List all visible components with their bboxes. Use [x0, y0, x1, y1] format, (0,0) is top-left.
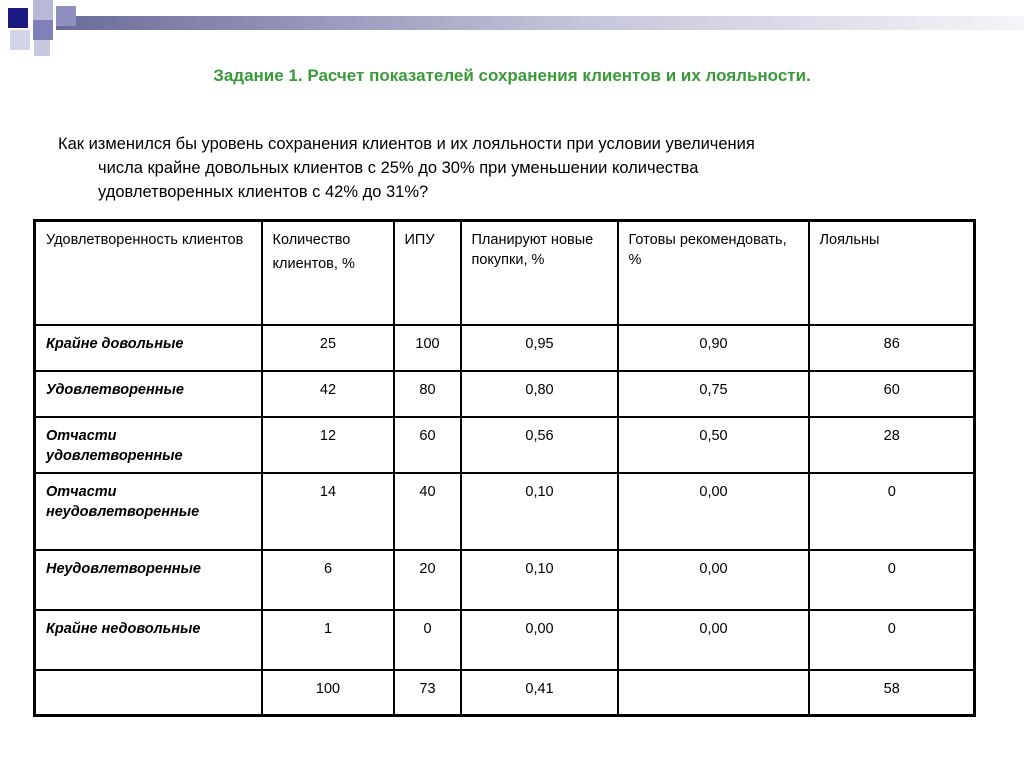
total-ipu: 73 — [394, 670, 461, 716]
header-plan: Планируют новые покупки, % — [461, 221, 618, 325]
cell-plan: 0,10 — [461, 473, 618, 550]
question-line-2: числа крайне довольных клиентов с 25% до 30% при уменьшении количества — [98, 159, 699, 177]
table-row — [35, 610, 975, 670]
cell-recommend: 0,00 — [618, 473, 809, 550]
cell-plan: 0,10 — [461, 550, 618, 610]
task-title: Задание 1. Расчет показателей сохранения клиентов и их лояльности. — [213, 66, 811, 85]
cell-ipu: 20 — [394, 550, 461, 610]
table-row — [35, 371, 975, 417]
cell-loyal: 0 — [809, 610, 975, 670]
row-label: Удовлетворенные — [35, 371, 262, 417]
total-loyal: 58 — [809, 670, 975, 716]
cell-recommend: 0,75 — [618, 371, 809, 417]
cell-count: 14 — [262, 473, 394, 550]
row-label: Крайне довольные — [35, 325, 262, 371]
table-row — [35, 417, 975, 473]
deco-square — [56, 6, 76, 26]
row-label: Крайне недовольные — [35, 610, 262, 670]
deco-square — [33, 0, 53, 20]
cell-ipu: 40 — [394, 473, 461, 550]
cell-loyal: 60 — [809, 371, 975, 417]
table-header-row — [35, 221, 975, 325]
row-label: Неудовлетворенные — [35, 550, 262, 610]
header-ipu: ИПУ — [394, 221, 461, 325]
cell-recommend: 0,00 — [618, 610, 809, 670]
table-total-row — [35, 670, 975, 716]
cell-plan: 0,56 — [461, 417, 618, 473]
cell-ipu: 80 — [394, 371, 461, 417]
total-label — [35, 670, 262, 716]
table-row — [35, 473, 975, 550]
header-gradient-bar — [56, 16, 1024, 30]
deco-square — [8, 8, 28, 28]
deco-square — [34, 40, 50, 56]
cell-ipu: 0 — [394, 610, 461, 670]
header-count: Количество клиентов, % — [262, 221, 394, 325]
cell-plan: 0,95 — [461, 325, 618, 371]
task-question — [58, 132, 954, 204]
cell-count: 1 — [262, 610, 394, 670]
cell-count: 12 — [262, 417, 394, 473]
table-row — [35, 325, 975, 371]
cell-plan: 0,00 — [461, 610, 618, 670]
row-label: Отчасти удовлетворенные — [35, 417, 262, 473]
header-recommend: Готовы рекомендовать, % — [618, 221, 809, 325]
total-plan: 0,41 — [461, 670, 618, 716]
cell-loyal: 0 — [809, 550, 975, 610]
cell-loyal: 86 — [809, 325, 975, 371]
total-count: 100 — [262, 670, 394, 716]
table-row — [35, 550, 975, 610]
cell-loyal: 28 — [809, 417, 975, 473]
deco-square — [10, 30, 30, 50]
cell-count: 6 — [262, 550, 394, 610]
header-satisfaction: Удовлетворенность клиентов — [35, 221, 262, 325]
cell-recommend: 0,50 — [618, 417, 809, 473]
question-line-1: Как изменился бы уровень сохранения клиентов и их лояльности при условии увеличения — [58, 135, 755, 153]
header-decoration — [0, 0, 1024, 60]
cell-plan: 0,80 — [461, 371, 618, 417]
cell-recommend: 0,00 — [618, 550, 809, 610]
cell-recommend: 0,90 — [618, 325, 809, 371]
question-line-3: удовлетворенных клиентов с 42% до 31%? — [98, 183, 429, 201]
cell-count: 42 — [262, 371, 394, 417]
cell-count: 25 — [262, 325, 394, 371]
row-label: Отчасти неудовлетворенные — [35, 473, 262, 550]
loyalty-table — [33, 219, 976, 717]
cell-loyal: 0 — [809, 473, 975, 550]
deco-square — [33, 20, 53, 40]
header-loyal: Лояльны — [809, 221, 975, 325]
cell-ipu: 100 — [394, 325, 461, 371]
cell-ipu: 60 — [394, 417, 461, 473]
total-recommend — [618, 670, 809, 716]
